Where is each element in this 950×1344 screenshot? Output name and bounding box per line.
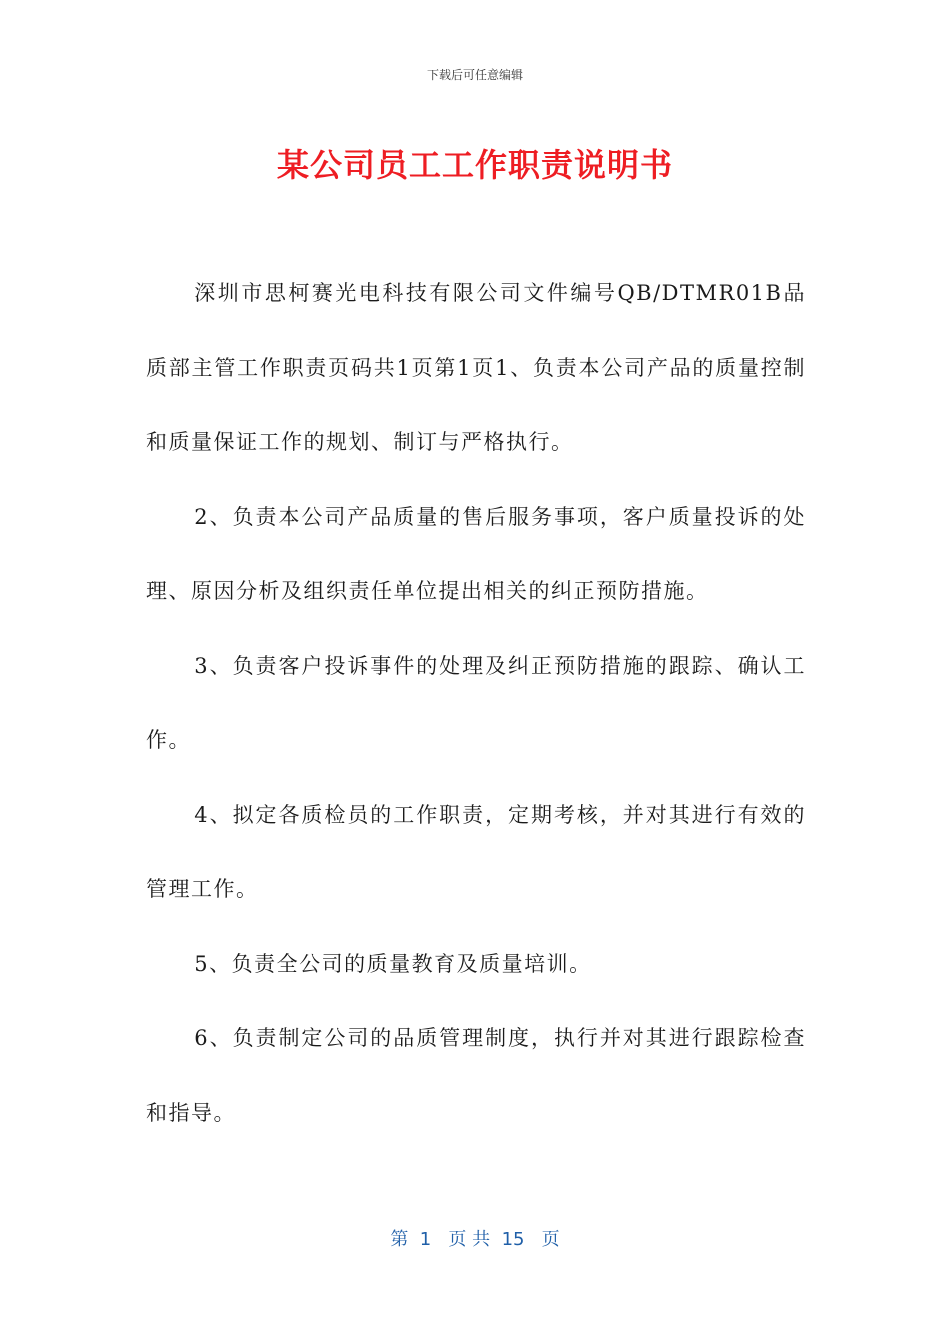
page-number-footer: 第 1 页 共 15 页: [390, 1229, 560, 1250]
paragraph-1: 深圳市思柯赛光电科技有限公司文件编号QB/DTMR01B品质部主管工作职责页码共1页第1页1、负责本公司产品的质量控制和质量保证工作的规划、制订与严格执行。: [146, 281, 806, 454]
paragraph-6: 6、负责制定公司的品质管理制度，执行并对其进行跟踪检查和指导。: [146, 1026, 806, 1125]
paragraph-3: 3、负责客户投诉事件的处理及纠正预防措施的跟踪、确认工作。: [146, 653, 806, 752]
header-note: 下载后可任意编辑: [426, 68, 523, 82]
paragraph-2: 2、负责本公司产品质量的售后服务事项，客户质量投诉的处理、原因分析及组织责任单位提出相关的纠正预防措施。: [146, 504, 806, 603]
document-title: 某公司员工工作职责说明书: [276, 146, 673, 184]
paragraph-5: 5、负责全公司的质量教育及质量培训。: [194, 951, 592, 976]
document-body: [146, 256, 806, 1150]
paragraph-4: 4、拟定各质检员的工作职责，定期考核，并对其进行有效的管理工作。: [146, 802, 806, 901]
